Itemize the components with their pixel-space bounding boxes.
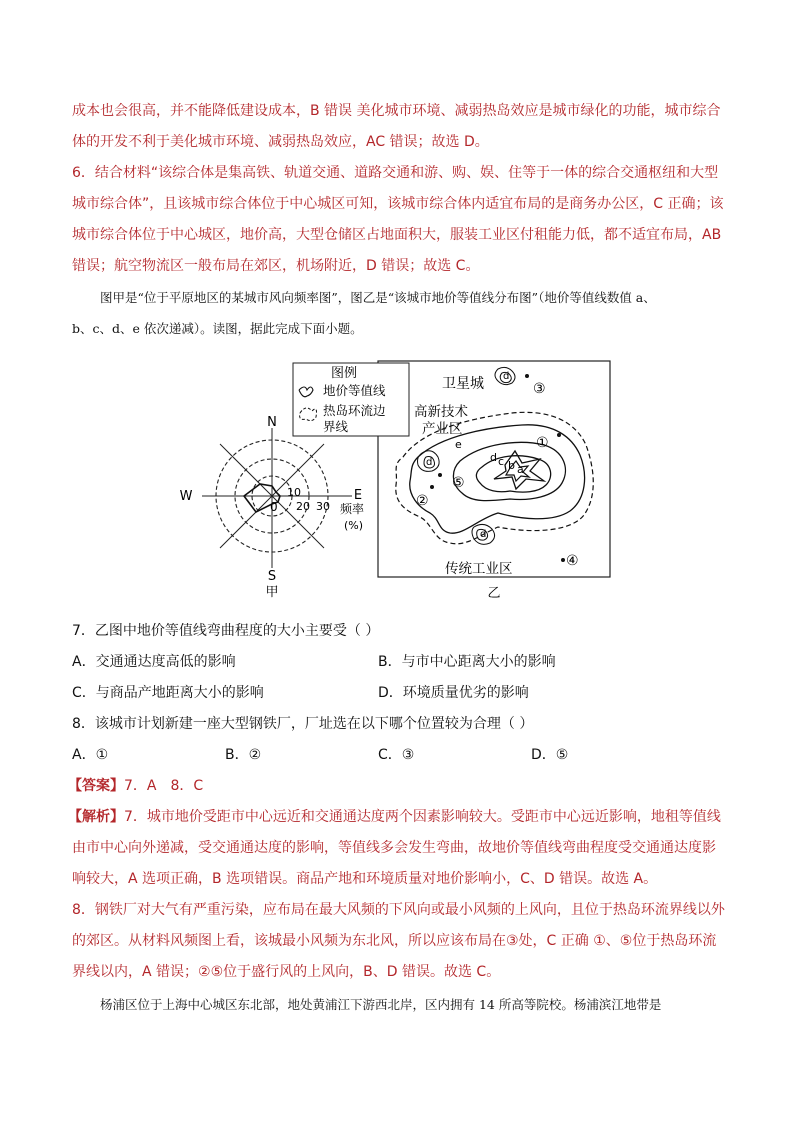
tick-label: 0: [270, 500, 278, 514]
contour-label-d: d: [480, 529, 487, 540]
contour-label-d: d: [503, 371, 510, 382]
contour-label-c: c: [498, 455, 505, 468]
land-price-map: [293, 361, 610, 601]
south-label: S: [267, 569, 277, 584]
tick-label: 30: [316, 500, 330, 513]
q7-option-d: D．环境质量优劣的影响: [378, 685, 529, 701]
answer-line: [68, 776, 203, 796]
location-marker-3: ③: [533, 381, 546, 397]
q7-option-a: A．交通通达度高低的影响: [72, 654, 236, 670]
tick-label: 20: [296, 500, 310, 513]
analysis-tag: 【解析】: [68, 809, 124, 825]
analysis-text: 界线以内，A 错误；②⑤位于盛行风的上风向，B、D 错误。故选 C。: [72, 964, 501, 980]
analysis-text: 7．城市地价受距市中心远近和交通通达度两个因素影响较大。受距市中心远近影响，地租等值线: [124, 809, 721, 825]
q8-option-b: B．②: [225, 747, 262, 763]
material-intro: 图甲是“位于平原地区的某城市风向频率图”，图乙是“该城市地价等值线分布图”（地价等值线数值 a、: [100, 290, 656, 305]
analysis-text: 响较大，A 选项正确，B 选项错误。商品产地和环境质量对地价影响小，C、D 错误。故选 A。: [72, 871, 658, 887]
analysis-line: [68, 807, 721, 827]
q8-option-a: A．①: [72, 747, 109, 763]
analysis-text: 8．钢铁厂对大气有严重污染，应布局在最大风频的下风向或最小风频的上风向，且位于热岛环流界线以外: [72, 902, 725, 918]
contour-label-d: d: [490, 451, 497, 464]
legend-title: 图例: [331, 366, 358, 381]
satellite-city-label: 卫星城: [442, 376, 484, 392]
question-7-stem: 7．乙图中地价等值线弯曲程度的大小主要受（ ）: [72, 623, 380, 639]
contour-label-b: b: [508, 459, 515, 472]
q7-option-c: C．与商品产地距离大小的影响: [72, 685, 264, 701]
tick-label: 10: [287, 486, 301, 499]
q8-option-d: D．⑤: [531, 747, 569, 763]
contour-label-d: d: [426, 457, 433, 468]
text-line: 成本也会很高，并不能降低建设成本，B 错误 美化城市环境、减弱热岛效应是城市绿化的功能，城市综合: [72, 103, 721, 119]
location-marker-2: ②: [416, 493, 429, 509]
figure-wind-and-landprice: [160, 355, 620, 605]
contour-label-a: a: [517, 463, 524, 476]
legend-heat-island-label: 热岛环流边: [323, 403, 386, 418]
location-marker-5: ⑤: [452, 475, 465, 491]
text-line: 6．结合材料“该综合体是集高铁、轨道交通、道路交通和游、购、娱、住等于一体的综合交通枢纽和大型: [72, 165, 719, 181]
tech-zone-label: 高新技术: [414, 404, 468, 420]
figure-caption-yi: 乙: [487, 586, 501, 601]
legend-heat-island-label: 界线: [323, 419, 349, 434]
q8-option-c: C．③: [378, 747, 415, 763]
legend-contour-label: 地价等值线: [323, 383, 386, 398]
text-line: 体的开发不利于美化城市环境、减弱热岛效应，AC 错误；故选 D。: [72, 134, 489, 150]
frequency-unit: (%): [344, 519, 364, 532]
contour-label-e: e: [455, 438, 462, 451]
analysis-text: 由市中心向外递减，受交通通达度的影响，等值线多会发生弯曲，故地价等值线弯曲程度受交通通达度影: [72, 840, 716, 856]
question-8-stem: 8．该城市计划新建一座大型钢铁厂，厂址选在以下哪个位置较为合理（ ）: [72, 716, 534, 732]
location-marker-1: ①: [536, 435, 549, 451]
location-marker-4: ④: [566, 553, 579, 569]
text-line: 城市综合体”，且该城市综合体位于中心城区可知，该城市综合体内适宜布局的是商务办公区，C 正确；该: [72, 196, 724, 212]
east-label: E: [353, 488, 363, 503]
tech-zone-label: 产业区: [422, 421, 463, 437]
legend: [293, 363, 409, 436]
analysis-text: 的郊区。从材料风频图上看，该城最小风频为东北风，所以应该布局在③处，C 正确 ①、⑤位于热岛环流: [72, 933, 717, 949]
answer-text: 7．A 8．C: [124, 778, 204, 794]
wind-rose-diagram: [180, 415, 364, 600]
material-intro: b、c、d、e 依次递减）。读图，据此完成下面小题。: [72, 321, 363, 336]
answer-tag: 【答案】: [68, 778, 124, 794]
text-line: 错误；航空物流区一般布局在郊区，机场附近，D 错误；故选 C。: [72, 258, 480, 274]
north-label: N: [267, 415, 277, 430]
next-material-intro: 杨浦区位于上海中心城区东北部，地处黄浦江下游西北岸，区内拥有 14 所高等院校。杨浦滨江地带是: [100, 997, 662, 1012]
industrial-zone-label: 传统工业区: [445, 561, 513, 577]
figure-caption-jia: 甲: [265, 585, 279, 600]
q7-option-b: B．与市中心距离大小的影响: [378, 654, 556, 670]
west-label: W: [179, 489, 193, 504]
text-line: 城市综合体位于中心城区，地价高，大型仓储区占地面积大，服装工业区付租能力低，都不适宜布局，AB: [72, 227, 722, 243]
frequency-label: 频率: [340, 502, 365, 516]
